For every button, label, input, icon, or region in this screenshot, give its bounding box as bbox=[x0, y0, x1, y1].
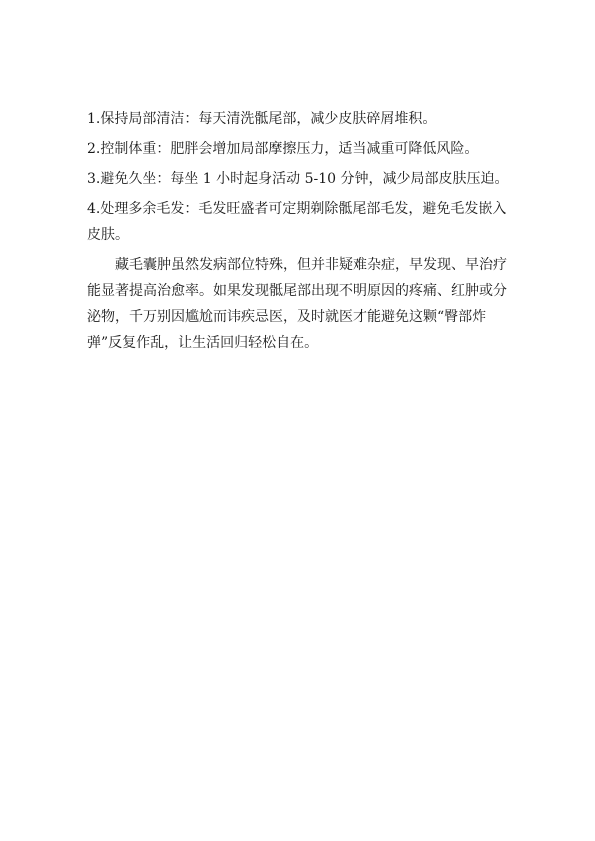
document-body bbox=[87, 106, 512, 356]
list-item-sitting: 3.避免久坐：每坐 1 小时起身活动 5-10 分钟，减少局部皮肤压迫。 bbox=[87, 171, 509, 187]
closing-paragraph: 藏毛囊肿虽然发病部位特殊，但并非疑难杂症，早发现、早治疗能显著提高治愈率。如果发现骶尾部出现不明原因的疼痛、红肿或分泌物，千万别因尴尬而讳疾忌医，及时就医才能避免这颗“臀部炸弹”反复作乱，让生活回归轻松自在。 bbox=[87, 257, 507, 351]
list-item-weight: 2.控制体重：肥胖会增加局部摩擦压力，适当减重可降低风险。 bbox=[87, 141, 479, 157]
list-item-hygiene: 1.保持局部清洁：每天清洗骶尾部，减少皮肤碎屑堆积。 bbox=[87, 111, 437, 127]
list-item-hair: 4.处理多余毛发：毛发旺盛者可定期剃除骶尾部毛发，避免毛发嵌入皮肤。 bbox=[87, 201, 507, 243]
